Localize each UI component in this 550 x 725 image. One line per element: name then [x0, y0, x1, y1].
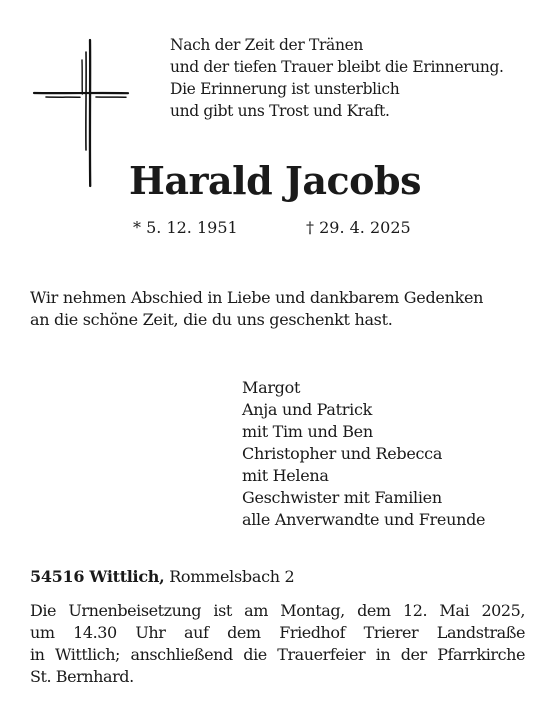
farewell-line: Wir nehmen Abschied in Liebe und dankbarem Gedenken [30, 288, 484, 307]
poem-line: Die Erinnerung ist unsterblich [170, 80, 400, 98]
family-member: Christopher und Rebecca [242, 444, 443, 463]
family-member: Geschwister mit Familien [242, 488, 442, 507]
farewell-line: an die schöne Zeit, die du uns geschenkt hast. [30, 310, 393, 329]
family-list [242, 377, 485, 531]
address-city: 54516 Wittlich, [30, 567, 165, 586]
death-date: † 29. 4. 2025 [306, 218, 411, 237]
poem-line: und gibt uns Trost und Kraft. [170, 102, 390, 120]
poem-line: und der tiefen Trauer bleibt die Erinnerung. [170, 58, 504, 76]
family-member: Anja und Patrick [242, 400, 373, 419]
address [30, 567, 294, 586]
funeral-line: um 14.30 Uhr auf dem Friedhof Trierer Landstraße [30, 623, 525, 642]
funeral-line: Die Urnenbeisetzung ist am Montag, dem 12. Mai 2025, [30, 601, 525, 620]
funeral-line: St. Bernhard. [30, 667, 134, 686]
farewell-text [30, 287, 483, 331]
birth-date: * 5. 12. 1951 [133, 218, 238, 237]
address-street: Rommelsbach 2 [169, 567, 295, 586]
family-member: Margot [242, 378, 301, 397]
funeral-notice [30, 600, 525, 688]
funeral-line: in Wittlich; anschließend die Trauerfeier in der Pfarrkirche [30, 645, 525, 664]
memorial-poem [170, 34, 504, 122]
family-member: alle Anverwandte und Freunde [242, 510, 486, 529]
family-member: mit Helena [242, 466, 329, 485]
poem-line: Nach der Zeit der Tränen [170, 36, 364, 54]
deceased-name: Harald Jacobs [129, 158, 421, 203]
family-member: mit Tim und Ben [242, 422, 373, 441]
